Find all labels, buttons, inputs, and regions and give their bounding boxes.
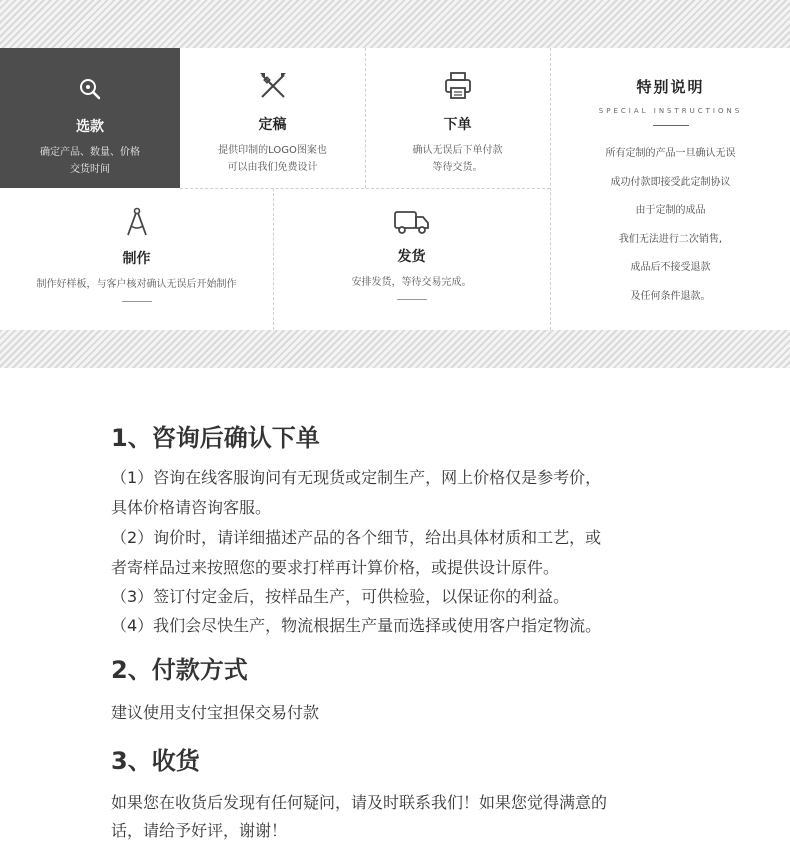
special-line: 成功付款即接受此定制协议 — [610, 176, 731, 188]
step-finalize — [180, 48, 365, 188]
bottom-stripe-band — [0, 330, 790, 368]
special-divider — [653, 125, 689, 126]
process-grid — [0, 48, 790, 330]
grid-divider — [550, 48, 551, 330]
divider-line — [397, 299, 427, 300]
step-title: 发货 — [397, 249, 426, 265]
special-instructions-panel — [551, 48, 790, 330]
step-desc-line: 可以由我们免费设计 — [227, 162, 318, 173]
section-line: 话，请给予好评，谢谢！ — [111, 821, 288, 840]
truck-icon — [393, 208, 431, 238]
step-title: 定稿 — [258, 117, 287, 133]
top-stripe-band — [0, 0, 790, 48]
step-title: 下单 — [443, 117, 472, 133]
step-desc-line: 确认无误后下单付款 — [412, 145, 503, 156]
printer-icon — [443, 70, 473, 102]
grid-divider — [273, 188, 274, 330]
pencil-cross-icon — [257, 70, 289, 102]
step-desc-line: 提供印制的LOGO图案也 — [218, 145, 327, 156]
section-heading: 2、付款方式 — [111, 656, 248, 684]
section-line: （1）咨询在线客服询问有无现货或定制生产，网上价格仅是参考价， — [111, 468, 602, 487]
step-title: 制作 — [122, 251, 151, 267]
step-title: 选款 — [76, 119, 104, 135]
grid-divider — [365, 48, 366, 188]
special-line: 我们无法进行二次销售, — [618, 233, 723, 245]
special-line: 由于定制的成品 — [635, 205, 706, 217]
step-produce — [0, 188, 273, 330]
section-line: （3）签订付定金后，按样品生产，可供检验，以保证你的利益。 — [111, 587, 570, 606]
special-line: 成品后不接受退款 — [630, 262, 711, 274]
compass-icon — [123, 206, 151, 238]
section-heading: 3、收货 — [111, 747, 200, 775]
section-line: 如果您在收货后发现有任何疑问，请及时联系我们！如果您觉得满意的 — [111, 793, 608, 812]
special-line: 及任何条件退款。 — [630, 290, 711, 302]
magnifier-icon — [75, 74, 105, 104]
divider-line — [122, 301, 152, 302]
grid-divider — [180, 188, 550, 189]
special-title: 特别说明 — [636, 78, 705, 96]
step-desc-line: 制作好样板，与客户核对确认无误后开始制作 — [36, 279, 237, 290]
step-desc-line: 等待交货。 — [432, 162, 483, 173]
step-desc-line: 交货时间 — [70, 164, 110, 175]
step-desc-line: 安排发货，等待交易完成。 — [351, 277, 472, 288]
special-subtitle: SPECIAL INSTRUCTIONS — [598, 107, 743, 115]
section-line: 者寄样品过来按照您的要求打样再计算价格，或提供设计原件。 — [111, 558, 560, 577]
step-desc-line: 确定产品、数量、价格 — [40, 147, 140, 158]
section-line: 具体价格请咨询客服。 — [111, 498, 272, 517]
step-ship — [273, 188, 550, 330]
step-order — [365, 48, 550, 188]
section-line: （2）询价时，请详细描述产品的各个细节，给出具体材质和工艺，或 — [111, 528, 602, 547]
section-line: （4）我们会尽快生产，物流根据生产量而选择或使用客户指定物流。 — [111, 616, 602, 635]
special-line: 所有定制的产品一旦确认无误 — [605, 148, 736, 159]
section-line: 建议使用支付宝担保交易付款 — [111, 703, 320, 722]
section-heading: 1、咨询后确认下单 — [111, 424, 320, 452]
step-select — [0, 48, 180, 188]
